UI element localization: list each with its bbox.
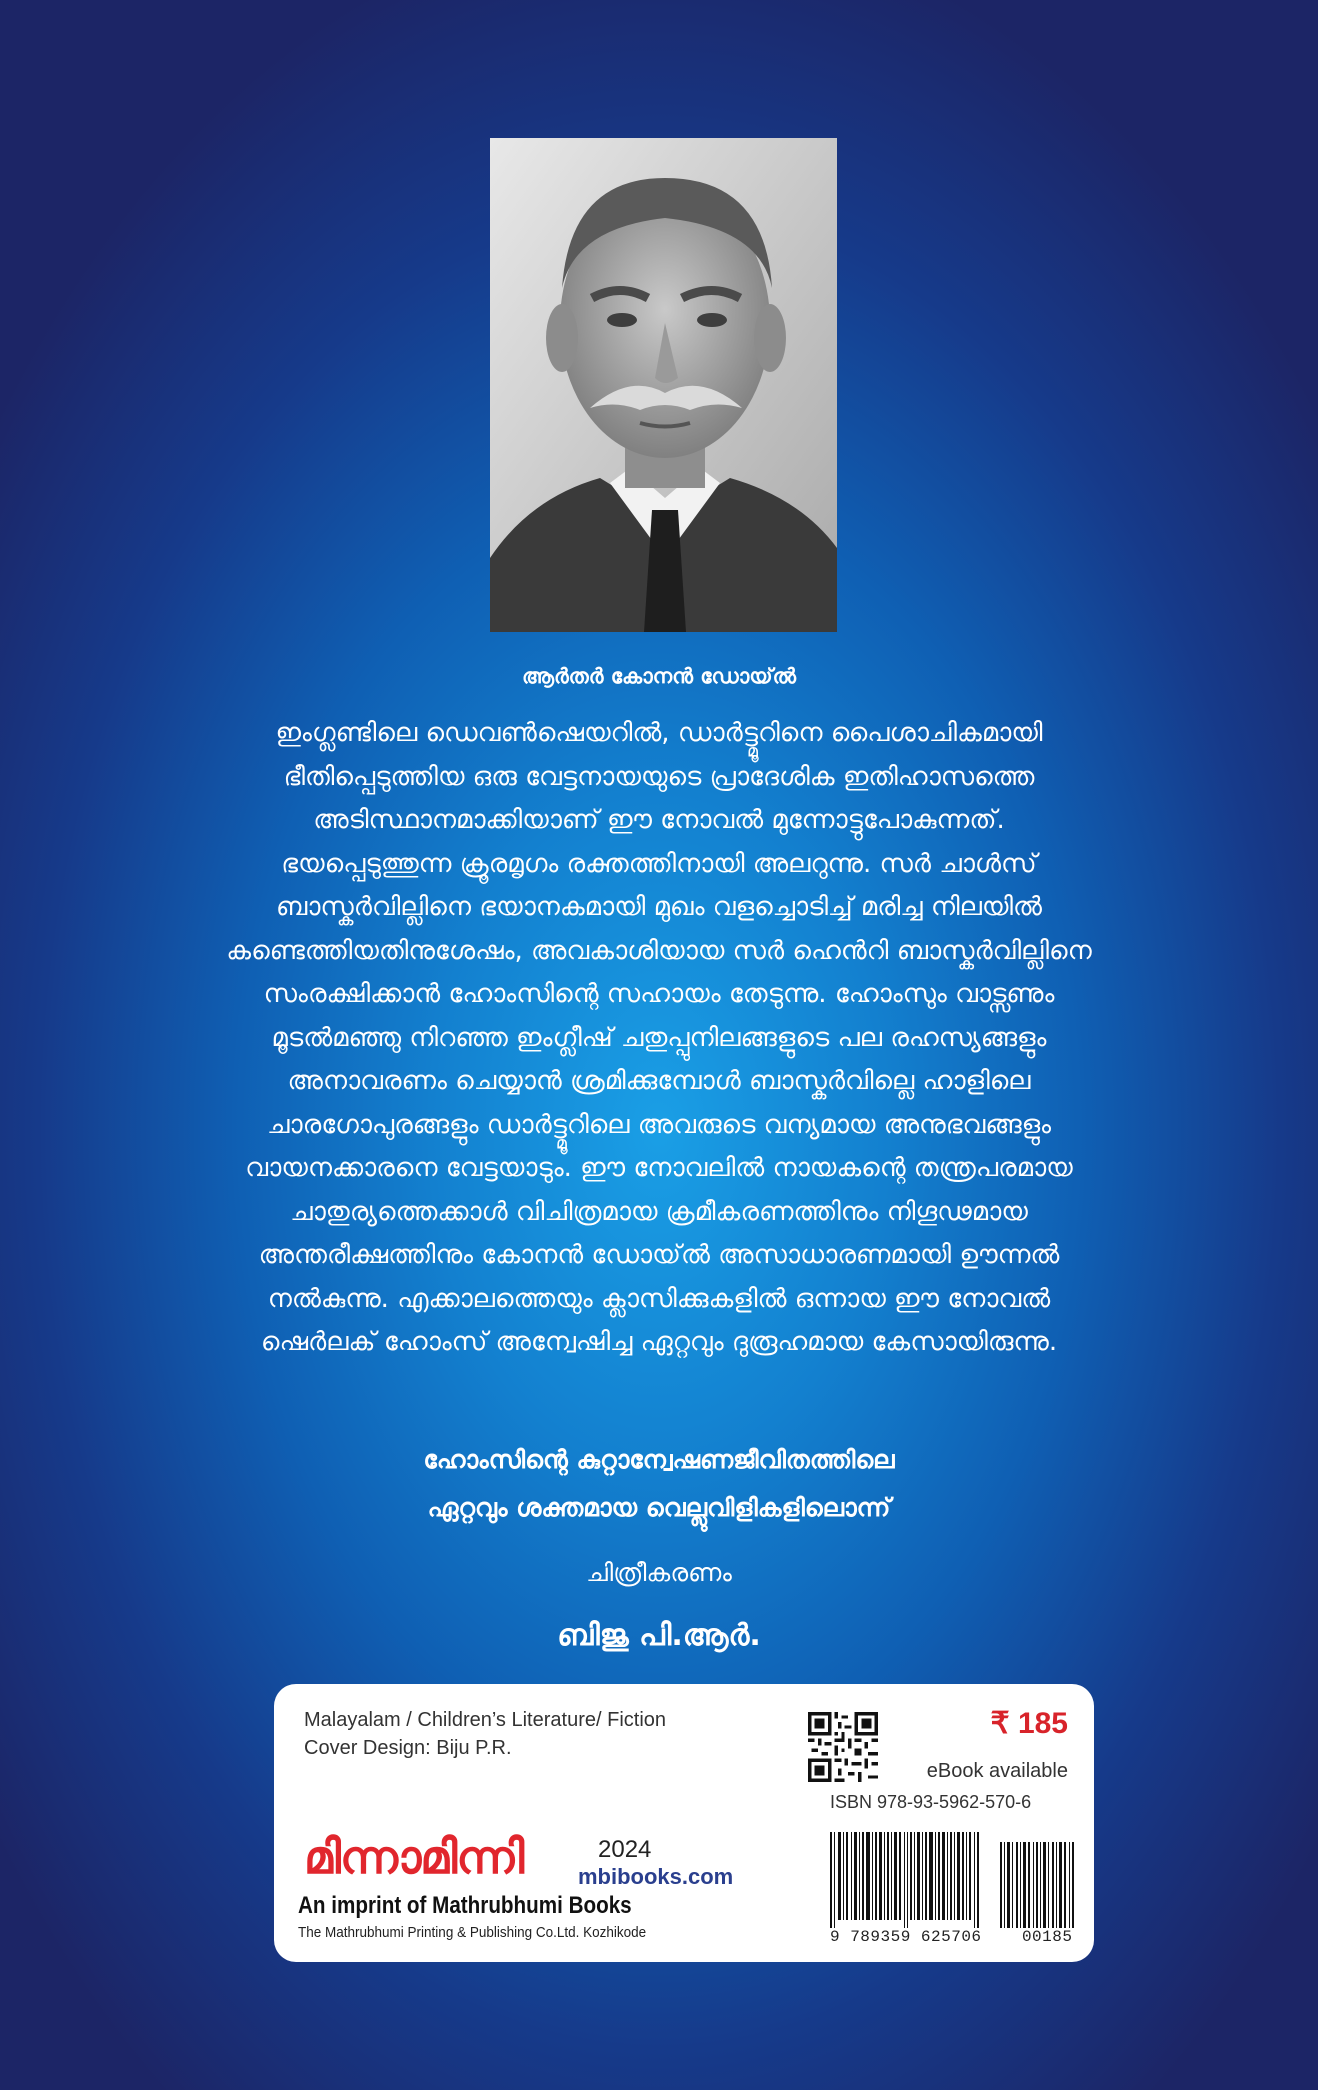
publisher-website: mbibooks.com (578, 1864, 734, 1889)
blurb-line: മൂടൽമഞ്ഞു നിറഞ്ഞ ഇംഗ്ലീഷ് ചതുപ്പുനിലങ്ങളുടെ പല രഹസ്യങ്ങളും (271, 1022, 1047, 1053)
cover-design-text: Cover Design: Biju P.R. (304, 1737, 512, 1759)
info-card (274, 1684, 1094, 1962)
tagline-line-1: ഹോംസിന്റെ കുറ്റാന്വേഷണജീവിതത്തിലെ (423, 1445, 895, 1474)
tagline-line-2: ഏറ്റവും ശക്തമായ വെല്ലുവിളികളിലൊന്ന് (427, 1493, 891, 1522)
blurb-line: ഇംഗ്ലണ്ടിലെ ഡെവൺഷെയറിൽ, ഡാർട്ട്മൂറിനെ പൈശാചികമായി (275, 718, 1043, 748)
barcode-icon (830, 1832, 1076, 1928)
author-portrait-image (490, 138, 837, 632)
blurb-line: കണ്ടെത്തിയതിനുശേഷം, അവകാശിയായ സർ ഹെൻറി ബാസ്കർവില്ലിനെ (226, 935, 1092, 966)
imprint-text: An imprint of Mathrubhumi Books (298, 1892, 632, 1919)
blurb-line: ഭീതിപ്പെടുത്തിയ ഒരു വേട്ടനായയുടെ പ്രാദേശിക ഇതിഹാസത്തെ (283, 761, 1035, 792)
illustration-label: ചിത്രീകരണം (586, 1558, 732, 1587)
book-meta (304, 1706, 666, 1762)
blurb (165, 712, 1153, 1365)
publisher-logo: മിന്നാമിന്നി (304, 1830, 524, 1884)
blurb-line: നൽകുന്നു. എക്കാലത്തെയും ക്ലാസിക്കുകളിൽ ഒന്നായ ഈ നോവൽ (267, 1283, 1051, 1314)
barcode-addon: 00185 (1021, 1928, 1073, 1946)
barcode-number (830, 1928, 1072, 1946)
blurb-line: ഭയപ്പെടുത്തുന്ന ക്രൂരമൃഗം രക്തത്തിനായി അലറുന്നു. സർ ചാൾസ് (281, 848, 1037, 879)
blurb-line: ബാസ്കർവില്ലിനെ ഭയാനകമായി മുഖം വളച്ചൊടിച്ച് മരിച്ച നിലയിൽ (276, 892, 1042, 922)
author-portrait (490, 138, 837, 632)
ebook-availability: eBook available (926, 1760, 1068, 1782)
qr-code-icon (808, 1712, 878, 1782)
publisher-text: The Mathrubhumi Printing & Publishing Co.Ltd. Kozhikode (298, 1924, 647, 1941)
blurb-line: ചാതുര്യത്തെക്കാൾ വിചിത്രമായ ക്രമീകരണത്തിനും നിഗൂഢമായ (290, 1196, 1028, 1227)
illustrator-name: ബിജു പി.ആർ. (557, 1618, 761, 1653)
blurb-line: അനാവരണം ചെയ്യാൻ ശ്രമിക്കുമ്പോൾ ബാസ്കർവില്ലെ ഹാളിലെ (287, 1066, 1031, 1096)
isbn: ISBN 978-93-5962-570-6 (830, 1792, 1032, 1812)
blurb-line: ഷെർലക് ഹോംസ് അന്വേഷിച്ച ഏറ്റവും ദുരൂഹമായ കേസായിരുന്നു. (260, 1327, 1058, 1357)
blurb-line: അന്തരീക്ഷത്തിനും കോനൻ ഡോയ്ൽ അസാധാരണമായി ഊന്നൽ (258, 1240, 1060, 1270)
blurb-line: ചാരഗോപുരങ്ങളും ഡാർട്ട്മൂറിലെ അവരുടെ വന്യമായ അനുഭവങ്ങളും (266, 1109, 1052, 1140)
blurb-line: വായനക്കാരനെ വേട്ടയാടും. ഈ നോവലിൽ നായകന്റെ തന്ത്രപരമായ (245, 1153, 1073, 1183)
barcode-ean: 9 789359 625706 (830, 1928, 982, 1946)
blurb-line: അടിസ്ഥാനമാക്കിയാണ് ഈ നോവൽ മുന്നോട്ടുപോകുന്നത്. (313, 805, 1005, 835)
blurb-line: സംരക്ഷിക്കാൻ ഹോംസിന്റെ സഹായം തേടുന്നു. ഹോംസും വാട്സണും (263, 979, 1055, 1009)
publication-year: 2024 (598, 1836, 652, 1863)
tagline (0, 1436, 1318, 1532)
category-text: Malayalam / Children’s Literature/ Fiction (304, 1709, 667, 1731)
price: ₹ 185 (990, 1707, 1068, 1740)
portrait-caption: ആർതർ കോനൻ ഡോയ്ൽ (522, 664, 796, 688)
